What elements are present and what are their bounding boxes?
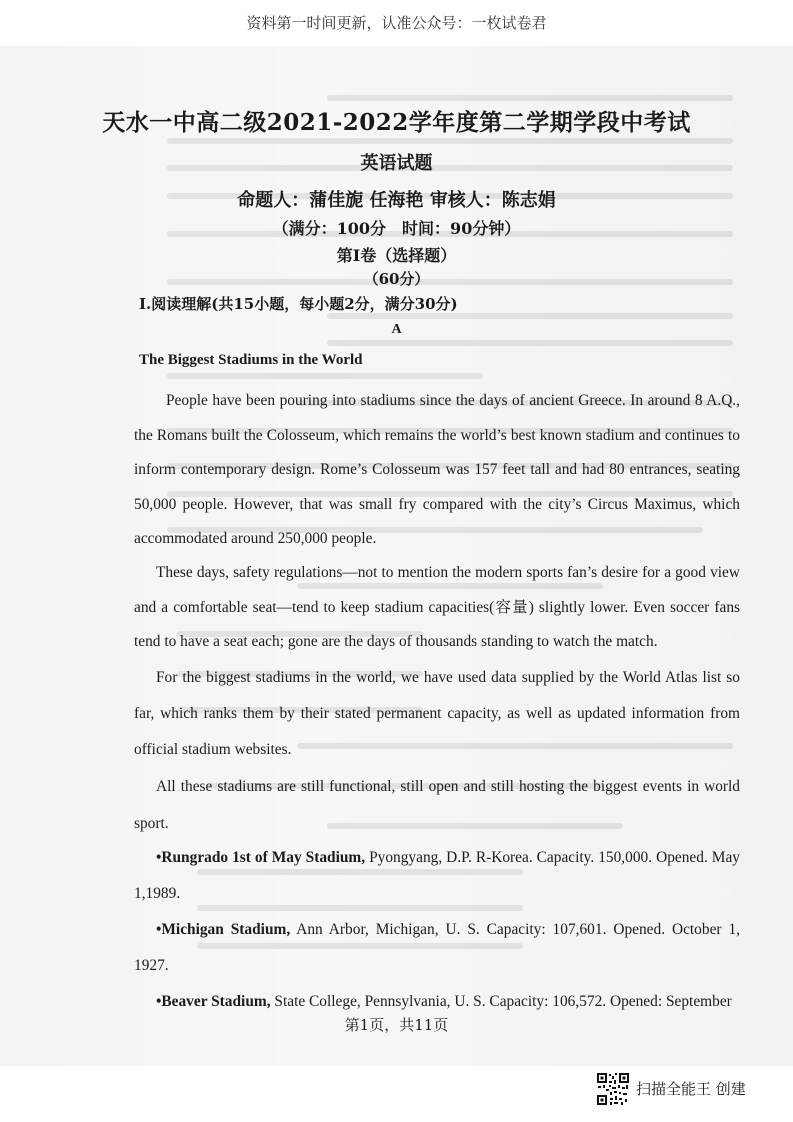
page-number: 第1页，共11页 xyxy=(344,1016,449,1034)
stadium-name: •Rungrado 1st of May Stadium, xyxy=(156,849,366,866)
exam-volume-score: （60分） xyxy=(363,270,430,288)
paragraph: For the biggest stadiums in the world, we have used data supplied by the World Atlas list so far, which ranks them by their stated permanent capacity, as well as updated information from official stadium websites. xyxy=(134,669,740,758)
qr-code-icon xyxy=(596,1072,630,1106)
exam-score-time: （满分：100分 时间：90分钟） xyxy=(272,219,521,238)
header-notice: 资料第一时间更新，认准公众号：一枚试卷君 xyxy=(0,0,793,46)
stadium-detail: Ann Arbor, Michigan, U. S. Capacity: 107,601. Opened. October 1, 1927. xyxy=(134,921,740,974)
paragraph: All these stadiums are still functional, still open and still hosting the biggest events in world sport. xyxy=(134,778,740,832)
exam-authors: 命题人：蒲佳旎 任海艳 审核人：陈志娟 xyxy=(237,190,556,211)
scanner-label: 扫描全能王 创建 xyxy=(636,1080,746,1098)
exam-title: 天水一中高二级2021-2022学年度第二学期学段中考试 xyxy=(102,109,691,136)
exam-volume: 第Ⅰ卷（选择题） xyxy=(336,246,457,265)
stadium-entry xyxy=(134,840,740,912)
exam-subject: 英语试题 xyxy=(360,153,433,174)
paragraph: People have been pouring into stadiums since the days of ancient Greece. In around 8 A.Q., the Romans built the Colosseum, which remains the world’s best known stadium and continues to inform contemporary design. Rome’s Colosseum was 157 feet tall and had 80 entrances, seating 50,000 people. However, that was small fry compared with the city’s Circus Maximus, which accommodated around 250,000 people. xyxy=(134,392,740,547)
stadium-detail: Pyongyang, D.P. R-Korea. Capacity. 150,000. Opened. May 1,1989. xyxy=(134,849,740,902)
paragraph: These days, safety regulations—not to mention the modern sports fan’s desire for a good view and a comfortable seat—tend to keep stadium capacities(容量) slightly lower. Even soccer fans tend to have a seat each; gone are the days of thousands standing to watch the match. xyxy=(134,564,740,650)
stadium-detail: State College, Pennsylvania, U. S. Capacity: 106,572. Opened: September xyxy=(270,993,732,1010)
passage-title: The Biggest Stadiums in the World xyxy=(139,352,363,368)
stadium-entry xyxy=(134,912,740,984)
stadium-name: •Beaver Stadium, xyxy=(156,993,271,1010)
exam-page xyxy=(0,46,793,1066)
section-heading: I.阅读理解(共15小题，每小题2分，满分30分) xyxy=(139,295,458,313)
stadium-name: •Michigan Stadium, xyxy=(156,921,291,938)
part-label: A xyxy=(391,322,402,337)
